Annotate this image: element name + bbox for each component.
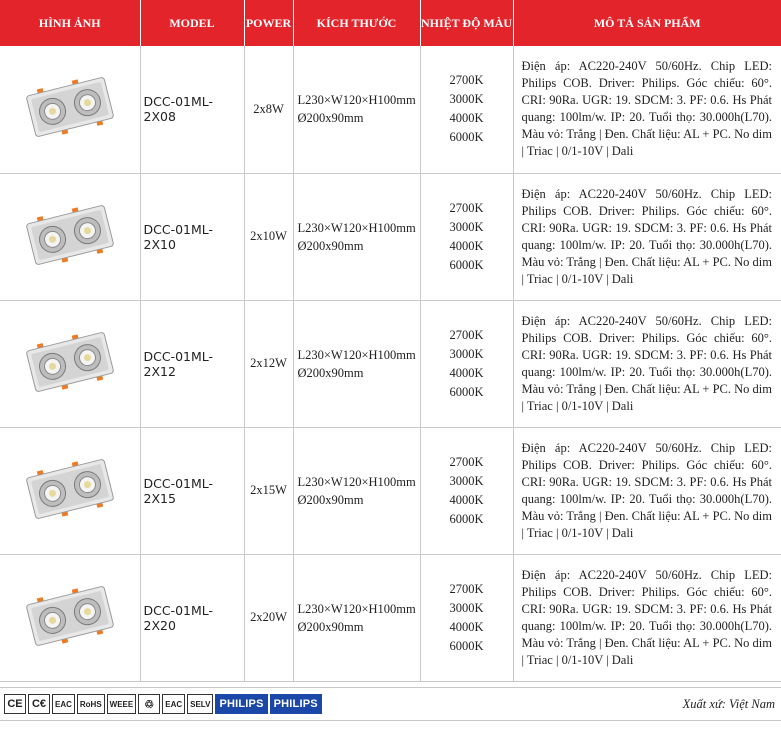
power-value: 2x20W: [250, 610, 287, 624]
color-temp-value: 3000K: [449, 346, 484, 361]
description-cell: [513, 173, 781, 300]
model-name: DCC-01ML-2X12: [143, 348, 214, 379]
downlight-product-icon: [22, 204, 118, 266]
description-text: Điện áp: AC220-240V 50/60Hz. Chip LED: Philips COB. Driver: Philips. Góc chiếu: 60°. CRI: 90Ra. UGR: 19. SDCM: 3. PF: 0.6. Hs Phát quang: 100lm/w. IP: 20. Tuổi thọ: 30.000h(L70). Màu vỏ: Trắng | Đen. Chất liệu: AL + PC. No dim | Triac | 0/1-10V | Dali: [521, 59, 772, 159]
size-cutout: Ø200x90mm: [297, 492, 364, 507]
size-cell: [293, 173, 420, 300]
color-temp-cell: [420, 427, 513, 554]
philips-logo-1: PHILIPS: [215, 694, 267, 714]
power-cell: [244, 173, 293, 300]
size-dimensions: L230×W120×H100mm: [297, 93, 416, 108]
size-dimensions: L230×W120×H100mm: [297, 347, 416, 362]
product-image-cell: [0, 173, 140, 300]
power-cell: [244, 46, 293, 173]
model-name: DCC-01ML-2X20: [143, 602, 214, 633]
size-dimensions: L230×W120×H100mm: [297, 474, 416, 489]
product-image-cell: [0, 554, 140, 681]
color-temp-cell: [420, 300, 513, 427]
description-text: Điện áp: AC220-240V 50/60Hz. Chip LED: Philips COB. Driver: Philips. Góc chiếu: 60°. CRI: 90Ra. UGR: 19. SDCM: 3. PF: 0.6. Hs Phát quang: 100lm/w. IP: 20. Tuổi thọ: 30.000h(L70). Màu vỏ: Trắng | Đen. Chất liệu: AL + PC. No dim | Triac | 0/1-10V | Dali: [521, 186, 772, 286]
color-temp-value: 3000K: [449, 92, 484, 107]
color-temp-value: 2700K: [449, 73, 484, 88]
description-cell: [513, 300, 781, 427]
model-name: DCC-01ML-2X15: [143, 475, 214, 506]
color-temp-value: 2700K: [449, 327, 484, 342]
downlight-product-icon: [22, 585, 118, 647]
table-row: [0, 427, 781, 554]
product-image-cell: [0, 300, 140, 427]
model-cell: [140, 300, 244, 427]
header-power: POWER: [244, 0, 293, 46]
model-name: DCC-01ML-2X08: [143, 94, 214, 125]
model-cell: [140, 427, 244, 554]
color-temp-value: 4000K: [449, 492, 484, 507]
model-cell: [140, 554, 244, 681]
color-temp-cell: [420, 173, 513, 300]
certification-logos: [4, 694, 322, 714]
size-dimensions: L230×W120×H100mm: [297, 220, 416, 235]
color-temp-cell: [420, 554, 513, 681]
downlight-product-icon: [22, 458, 118, 520]
description-text: Điện áp: AC220-240V 50/60Hz. Chip LED: Philips COB. Driver: Philips. Góc chiếu: 60°. CRI: 90Ra. UGR: 19. SDCM: 3. PF: 0.6. Hs Phát quang: 100lm/w. IP: 20. Tuổi thọ: 30.000h(L70). Màu vỏ: Trắng | Đen. Chất liệu: AL + PC. No dim | Triac | 0/1-10V | Dali: [521, 567, 772, 667]
color-temp-value: 4000K: [449, 238, 484, 253]
size-cutout: Ø200x90mm: [297, 238, 364, 253]
ce-mark-alt-icon: C€: [28, 694, 50, 714]
power-value: 2x8W: [253, 101, 284, 116]
color-temp-value: 6000K: [449, 638, 484, 653]
size-dimensions: L230×W120×H100mm: [297, 601, 416, 616]
table-row: [0, 554, 781, 681]
color-temp-value: 4000K: [449, 111, 484, 126]
power-cell: [244, 554, 293, 681]
downlight-product-icon: [22, 76, 118, 138]
ce-mark-icon: CE: [4, 694, 26, 714]
table-row: [0, 300, 781, 427]
model-cell: [140, 46, 244, 173]
color-temp-value: 4000K: [449, 365, 484, 380]
size-cell: [293, 427, 420, 554]
size-cell: [293, 554, 420, 681]
power-cell: [244, 300, 293, 427]
color-temp-value: 4000K: [449, 619, 484, 634]
color-temp-value: 2700K: [449, 454, 484, 469]
header-description: MÔ TẢ SẢN PHẨM: [513, 0, 781, 46]
product-image-cell: [0, 46, 140, 173]
color-temp-cell: [420, 46, 513, 173]
weee-bin-icon: WEEE: [107, 694, 137, 714]
color-temp-value: 3000K: [449, 219, 484, 234]
header-size: KÍCH THƯỚC: [293, 0, 420, 46]
power-value: 2x12W: [250, 356, 287, 370]
origin-label: Xuất xứ: Việt Nam: [682, 697, 775, 711]
model-name: DCC-01ML-2X10: [143, 221, 214, 252]
footer-bar: [0, 687, 781, 721]
power-value: 2x15W: [250, 483, 287, 497]
selv-icon: SELV: [187, 694, 213, 714]
eac-mark-2-icon: EAC: [162, 694, 185, 714]
header-color-temp: NHIỆT ĐỘ MÀU: [420, 0, 513, 46]
table-row: [0, 46, 781, 173]
color-temp-value: 6000K: [449, 257, 484, 272]
description-text: Điện áp: AC220-240V 50/60Hz. Chip LED: Philips COB. Driver: Philips. Góc chiếu: 60°. CRI: 90Ra. UGR: 19. SDCM: 3. PF: 0.6. Hs Phát quang: 100lm/w. IP: 20. Tuổi thọ: 30.000h(L70). Màu vỏ: Trắng | Đen. Chất liệu: AL + PC. No dim | Triac | 0/1-10V | Dali: [521, 313, 772, 413]
color-temp-value: 2700K: [449, 200, 484, 215]
size-cutout: Ø200x90mm: [297, 111, 364, 126]
color-temp-value: 3000K: [449, 600, 484, 615]
eac-mark-icon: EAC: [52, 694, 75, 714]
size-cell: [293, 300, 420, 427]
color-temp-value: 6000K: [449, 511, 484, 526]
description-text: Điện áp: AC220-240V 50/60Hz. Chip LED: Philips COB. Driver: Philips. Góc chiếu: 60°. CRI: 90Ra. UGR: 19. SDCM: 3. PF: 0.6. Hs Phát quang: 100lm/w. IP: 20. Tuổi thọ: 30.000h(L70). Màu vỏ: Trắng | Đen. Chất liệu: AL + PC. No dim | Triac | 0/1-10V | Dali: [521, 440, 772, 540]
table-header-row: [0, 0, 781, 46]
color-temp-value: 6000K: [449, 384, 484, 399]
product-image-cell: [0, 427, 140, 554]
header-model: MODEL: [140, 0, 244, 46]
downlight-product-icon: [22, 331, 118, 393]
description-cell: [513, 427, 781, 554]
color-temp-value: 2700K: [449, 581, 484, 596]
philips-logo-2: PHILIPS: [270, 694, 322, 714]
rohs-icon: RoHS: [77, 694, 105, 714]
recycle-icon: ♲: [138, 694, 160, 714]
size-cutout: Ø200x90mm: [297, 619, 364, 634]
header-image: HÌNH ẢNH: [0, 0, 140, 46]
table-row: [0, 173, 781, 300]
color-temp-value: 3000K: [449, 473, 484, 488]
description-cell: [513, 554, 781, 681]
description-cell: [513, 46, 781, 173]
power-value: 2x10W: [250, 229, 287, 243]
model-cell: [140, 173, 244, 300]
power-cell: [244, 427, 293, 554]
size-cutout: Ø200x90mm: [297, 365, 364, 380]
color-temp-value: 6000K: [449, 130, 484, 145]
size-cell: [293, 46, 420, 173]
